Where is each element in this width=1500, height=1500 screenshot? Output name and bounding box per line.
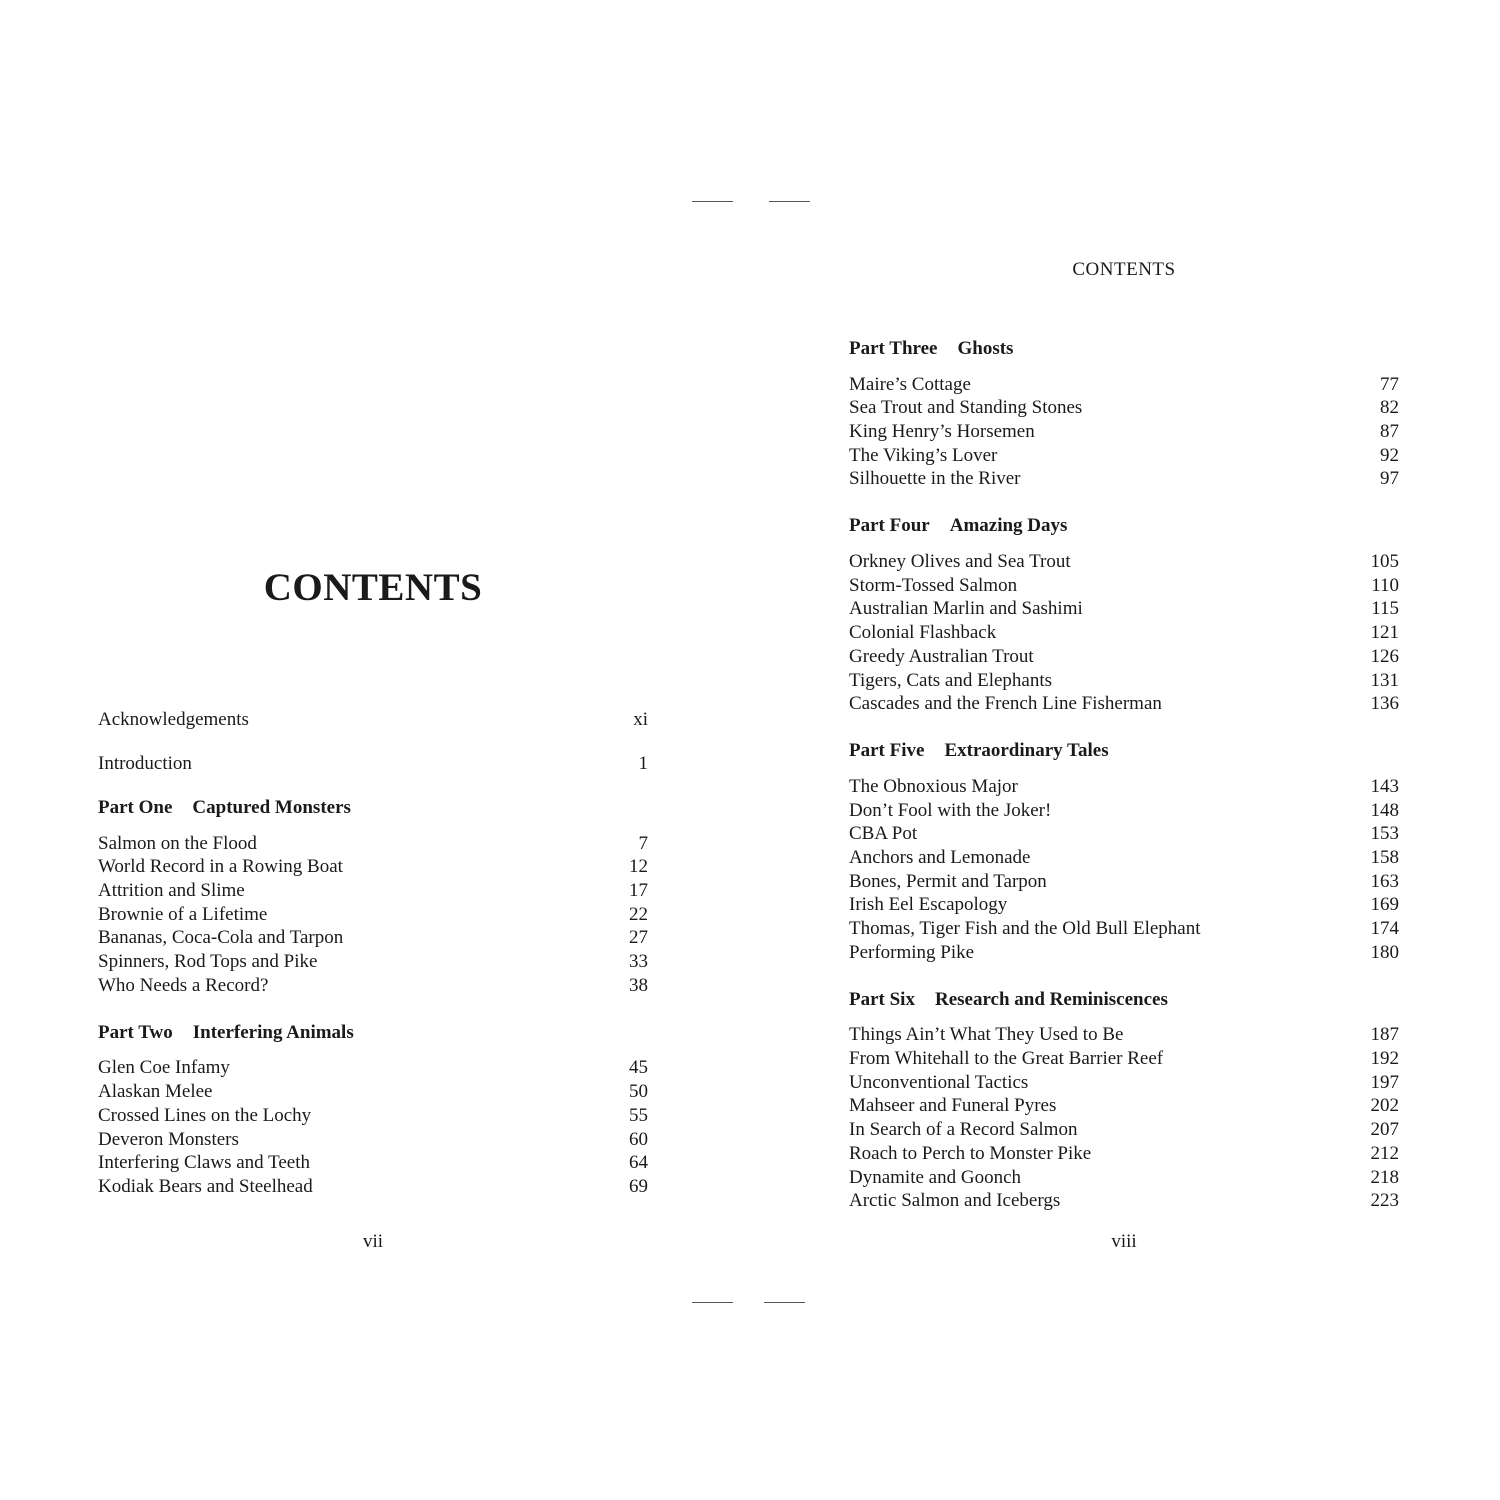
toc-entry[interactable] — [849, 1071, 1399, 1095]
entry-title: Unconventional Tactics — [849, 1071, 1029, 1093]
entry-page-number: 163 — [1370, 870, 1399, 892]
toc-entry[interactable] — [849, 1023, 1399, 1047]
part-label: Part Four — [849, 515, 930, 537]
entry-page-number: 180 — [1370, 941, 1399, 963]
toc-entry[interactable] — [849, 645, 1399, 669]
table-of-contents-left — [98, 708, 648, 1199]
entry-title: Thomas, Tiger Fish and the Old Bull Elephant — [849, 918, 1201, 940]
crop-mark-bottom-right — [764, 1302, 805, 1303]
part-heading[interactable] — [849, 988, 1399, 1012]
entry-page-number: 92 — [1380, 444, 1399, 466]
toc-entry[interactable] — [849, 420, 1399, 444]
entry-title: Sea Trout and Standing Stones — [849, 397, 1083, 419]
entry-page-number: 174 — [1370, 918, 1399, 940]
entry-title: Bones, Permit and Tarpon — [849, 870, 1047, 892]
part-heading[interactable] — [849, 739, 1399, 763]
part-name: Captured Monsters — [192, 796, 351, 818]
toc-part-section — [849, 514, 1399, 716]
crop-mark-bottom-left — [692, 1302, 733, 1303]
entry-title: Alaskan Melee — [98, 1081, 213, 1103]
toc-part-section — [98, 796, 648, 998]
toc-entry[interactable] — [849, 846, 1399, 870]
part-name: Interfering Animals — [192, 1021, 354, 1043]
toc-entry[interactable] — [849, 1189, 1399, 1213]
entry-title: Irish Eel Escapology — [849, 894, 1008, 916]
running-head: CONTENTS — [1072, 259, 1176, 280]
entry-title: Acknowledgements — [98, 709, 249, 730]
entry-page-number: 169 — [1370, 894, 1399, 916]
entry-page-number: 45 — [629, 1057, 648, 1079]
entry-title: Introduction — [98, 752, 192, 774]
entry-page-number: 82 — [1380, 397, 1399, 419]
entry-page-number: 115 — [1371, 598, 1399, 620]
entry-page-number: 192 — [1370, 1048, 1399, 1070]
entry-page-number: 207 — [1370, 1119, 1399, 1141]
entry-title: Mahseer and Funeral Pyres — [849, 1095, 1057, 1117]
part-label: Part Six — [849, 988, 915, 1010]
entry-page-number: 22 — [629, 903, 648, 925]
entry-title: In Search of a Record Salmon — [849, 1119, 1078, 1141]
entry-page-number: 77 — [1380, 373, 1399, 395]
entry-page-number: 60 — [629, 1128, 648, 1150]
entry-page-number: 69 — [629, 1175, 648, 1197]
part-name: Amazing Days — [949, 515, 1068, 537]
part-heading[interactable] — [98, 796, 648, 820]
entry-title: Tigers, Cats and Elephants — [849, 669, 1053, 691]
entry-page-number: 121 — [1370, 622, 1399, 644]
entry-page-number: 158 — [1370, 846, 1399, 868]
toc-entry[interactable] — [849, 396, 1399, 420]
entry-title: Roach to Perch to Monster Pike — [849, 1142, 1092, 1164]
entry-page-number: 110 — [1371, 574, 1399, 596]
entry-title: King Henry’s Horsemen — [849, 421, 1035, 443]
entry-title: Storm-Tossed Salmon — [849, 574, 1018, 596]
toc-entry[interactable] — [98, 1080, 648, 1104]
toc-entry[interactable] — [849, 597, 1399, 621]
entry-title: Kodiak Bears and Steelhead — [98, 1175, 313, 1197]
toc-entry[interactable] — [98, 903, 648, 927]
entry-page-number: 50 — [629, 1081, 648, 1103]
right-page — [849, 0, 1399, 1500]
left-page — [98, 0, 648, 1500]
toc-entry[interactable] — [849, 775, 1399, 799]
entry-title: Who Needs a Record? — [98, 974, 269, 996]
entry-title: Dynamite and Goonch — [849, 1166, 1022, 1188]
toc-entry[interactable] — [98, 1151, 648, 1175]
entry-title: Don’t Fool with the Joker! — [849, 799, 1052, 821]
entry-page-number: 27 — [629, 927, 648, 949]
entry-page-number: 218 — [1370, 1166, 1399, 1188]
entry-title: Arctic Salmon and Icebergs — [849, 1190, 1061, 1212]
entry-page-number: 33 — [629, 951, 648, 973]
entry-page-number: 38 — [629, 974, 648, 996]
toc-entry[interactable] — [98, 1104, 648, 1128]
entry-page-number: xi — [633, 709, 648, 730]
toc-entry[interactable] — [849, 870, 1399, 894]
part-heading[interactable] — [849, 514, 1399, 538]
entry-page-number: 97 — [1380, 468, 1399, 490]
entry-title: Performing Pike — [849, 941, 975, 963]
entry-title: World Record in a Rowing Boat — [98, 856, 343, 878]
toc-entry-acknowledgements[interactable] — [98, 708, 648, 732]
part-label: Part Five — [849, 740, 925, 762]
part-name: Extraordinary Tales — [944, 740, 1109, 762]
entry-title: Attrition and Slime — [98, 880, 245, 902]
entry-page-number: 12 — [629, 856, 648, 878]
entry-page-number: 143 — [1370, 775, 1399, 797]
entry-title: Greedy Australian Trout — [849, 645, 1034, 667]
entry-page-number: 87 — [1380, 421, 1399, 443]
entry-title: Australian Marlin and Sashimi — [849, 598, 1083, 620]
toc-entry[interactable] — [98, 1175, 648, 1199]
toc-entry[interactable] — [849, 669, 1399, 693]
entry-title: Salmon on the Flood — [98, 832, 257, 854]
toc-entry[interactable] — [849, 799, 1399, 823]
toc-part-section — [849, 739, 1399, 964]
entry-title: CBA Pot — [849, 823, 918, 845]
toc-entry[interactable] — [849, 692, 1399, 716]
toc-entry[interactable] — [849, 1142, 1399, 1166]
toc-part-section — [849, 988, 1399, 1213]
toc-entry[interactable] — [849, 917, 1399, 941]
entry-page-number: 223 — [1370, 1190, 1399, 1212]
toc-entry[interactable] — [849, 1047, 1399, 1071]
part-label: Part Two — [98, 1021, 173, 1043]
entry-page-number: 197 — [1370, 1071, 1399, 1093]
toc-entry[interactable] — [98, 832, 648, 856]
toc-part-section — [98, 1021, 648, 1199]
entry-title: Cascades and the French Line Fisherman — [849, 693, 1162, 715]
toc-entry[interactable] — [98, 974, 648, 998]
entry-title: Glen Coe Infamy — [98, 1057, 230, 1079]
entry-title: Interfering Claws and Teeth — [98, 1152, 310, 1174]
toc-entry[interactable] — [849, 941, 1399, 965]
entry-page-number: 7 — [638, 832, 648, 854]
entry-page-number: 64 — [629, 1152, 648, 1174]
entry-page-number: 148 — [1370, 799, 1399, 821]
entry-title: From Whitehall to the Great Barrier Reef — [849, 1048, 1164, 1070]
table-of-contents-right — [849, 337, 1399, 1213]
toc-entry[interactable] — [98, 926, 648, 950]
entry-title: Colonial Flashback — [849, 622, 997, 644]
entry-page-number: 1 — [638, 752, 648, 774]
toc-entry[interactable] — [849, 550, 1399, 574]
entry-page-number: 126 — [1370, 645, 1399, 667]
entry-title: Spinners, Rod Tops and Pike — [98, 951, 318, 973]
entry-title: Bananas, Coca-Cola and Tarpon — [98, 927, 344, 949]
toc-entry[interactable] — [98, 879, 648, 903]
page-number-folio: vii — [362, 1231, 384, 1252]
entry-page-number: 105 — [1370, 551, 1399, 573]
toc-entry[interactable] — [849, 373, 1399, 397]
entry-page-number: 187 — [1370, 1024, 1399, 1046]
toc-entry[interactable] — [98, 1128, 648, 1152]
entry-page-number: 136 — [1370, 693, 1399, 715]
entry-page-number: 153 — [1370, 823, 1399, 845]
entry-title: Crossed Lines on the Lochy — [98, 1104, 312, 1126]
crop-mark-top-left — [692, 201, 733, 202]
entry-page-number: 55 — [629, 1104, 648, 1126]
toc-entry-introduction[interactable] — [98, 752, 648, 776]
toc-entry[interactable] — [849, 822, 1399, 846]
toc-entry[interactable] — [98, 855, 648, 879]
toc-part-section — [849, 337, 1399, 491]
entry-title: The Obnoxious Major — [849, 775, 1018, 797]
toc-entry[interactable] — [849, 1166, 1399, 1190]
entry-title: Things Ain’t What They Used to Be — [849, 1024, 1124, 1046]
entry-page-number: 131 — [1370, 669, 1399, 691]
entry-title: Orkney Olives and Sea Trout — [849, 551, 1071, 573]
toc-entry[interactable] — [849, 1094, 1399, 1118]
toc-entry[interactable] — [98, 1056, 648, 1080]
entry-page-number: 17 — [629, 880, 648, 902]
part-heading[interactable] — [98, 1021, 648, 1045]
toc-entry[interactable] — [849, 893, 1399, 917]
part-name: Research and Reminiscences — [934, 988, 1168, 1010]
part-heading[interactable] — [849, 337, 1399, 361]
page-title: CONTENTS — [263, 566, 483, 609]
entry-title: Brownie of a Lifetime — [98, 903, 268, 925]
part-name: Ghosts — [957, 338, 1014, 359]
entry-title: The Viking’s Lover — [849, 444, 998, 466]
toc-entry[interactable] — [849, 574, 1399, 598]
toc-entry[interactable] — [849, 467, 1399, 491]
toc-entry[interactable] — [849, 444, 1399, 468]
crop-mark-top-right — [769, 201, 810, 202]
part-label: Part Three — [849, 338, 938, 359]
entry-page-number: 212 — [1370, 1142, 1399, 1164]
toc-entry[interactable] — [849, 621, 1399, 645]
entry-title: Silhouette in the River — [849, 468, 1021, 490]
entry-title: Anchors and Lemonade — [849, 846, 1031, 868]
entry-title: Maire’s Cottage — [849, 373, 971, 395]
toc-entry[interactable] — [98, 950, 648, 974]
entry-title: Deveron Monsters — [98, 1128, 239, 1150]
part-label: Part One — [98, 796, 173, 818]
page-number-folio: viii — [1111, 1231, 1137, 1252]
entry-page-number: 202 — [1370, 1095, 1399, 1117]
toc-entry[interactable] — [849, 1118, 1399, 1142]
